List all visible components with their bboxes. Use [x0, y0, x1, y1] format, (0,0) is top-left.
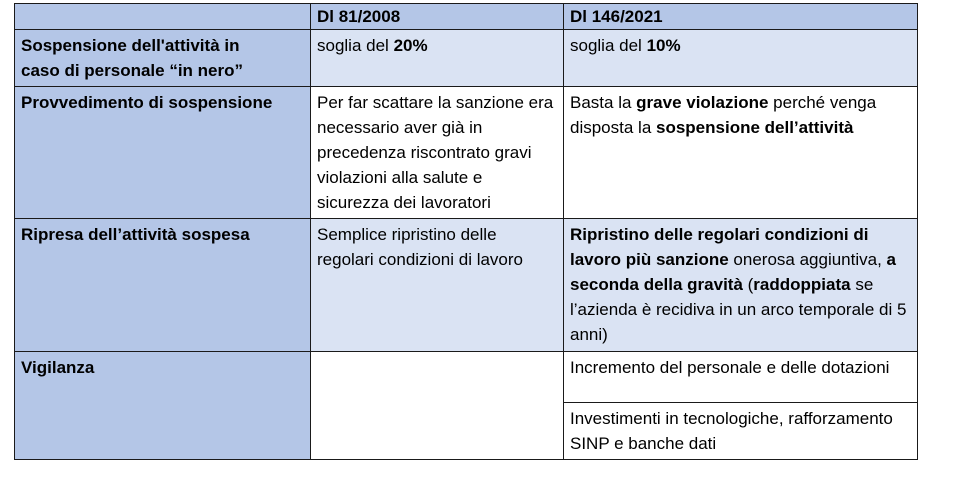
cell-bold-text: Ripristino delle regolari condizioni di lavoro più sanzione: [570, 225, 869, 269]
row-label-vigilanza: Vigilanza: [15, 352, 311, 460]
cell-new-vigilanza-a: Incremento del personale e delle dotazioni: [564, 352, 918, 403]
cell-text: Basta la: [570, 93, 637, 112]
cell-new-sospensione: [564, 30, 918, 87]
table-row: [15, 219, 918, 352]
header-empty-cell: [15, 4, 311, 30]
cell-text: se l’azienda è recidiva in un arco temporale di 5 anni): [570, 275, 907, 344]
cell-old-provvedimento: Per far scattare la sanzione era necessario aver già in precedenza riscontrato gravi violazioni alla salute e sicurezza dei lavoratori: [311, 87, 564, 219]
cell-new-vigilanza-b: Investimenti in tecnologiche, rafforzamento SINP e banche dati: [564, 403, 918, 460]
cell-new-ripresa: [564, 219, 918, 352]
cell-old-sospensione: [311, 30, 564, 87]
cell-text: soglia del: [317, 36, 394, 55]
cell-text: (: [742, 275, 754, 294]
cell-bold-text: sospensione dell’attività: [656, 118, 854, 137]
row-label-ripresa: Ripresa dell’attività sospesa: [15, 219, 311, 352]
cell-old-vigilanza: [311, 352, 564, 460]
row-label-sospensione: [15, 30, 311, 87]
cell-new-provvedimento: [564, 87, 918, 219]
cell-text: perché venga disposta la: [570, 93, 877, 137]
cell-text: soglia del: [570, 36, 647, 55]
cell-old-ripresa: Semplice ripristino delle regolari condizioni di lavoro: [311, 219, 564, 352]
table-row: [15, 30, 918, 87]
row-label-line: Sospensione dell'attività in: [21, 36, 240, 55]
header-dl-146-2021: Dl 146/2021: [564, 4, 918, 30]
cell-bold-text: 20%: [393, 36, 428, 55]
row-label-line: caso di personale “in nero”: [21, 61, 244, 80]
cell-text: onerosa aggiuntiva,: [728, 250, 887, 269]
cell-bold-text: a seconda della gravità: [570, 250, 897, 294]
cell-bold-text: 10%: [646, 36, 681, 55]
cell-bold-text: raddoppiata: [753, 275, 851, 294]
table-row: [15, 352, 918, 403]
header-row: [15, 4, 918, 30]
row-label-provvedimento: Provvedimento di sospensione: [15, 87, 311, 219]
cell-bold-text: grave violazione: [636, 93, 769, 112]
header-dl-81-2008: Dl 81/2008: [311, 4, 564, 30]
comparison-table: [14, 3, 918, 460]
table-row: [15, 87, 918, 219]
